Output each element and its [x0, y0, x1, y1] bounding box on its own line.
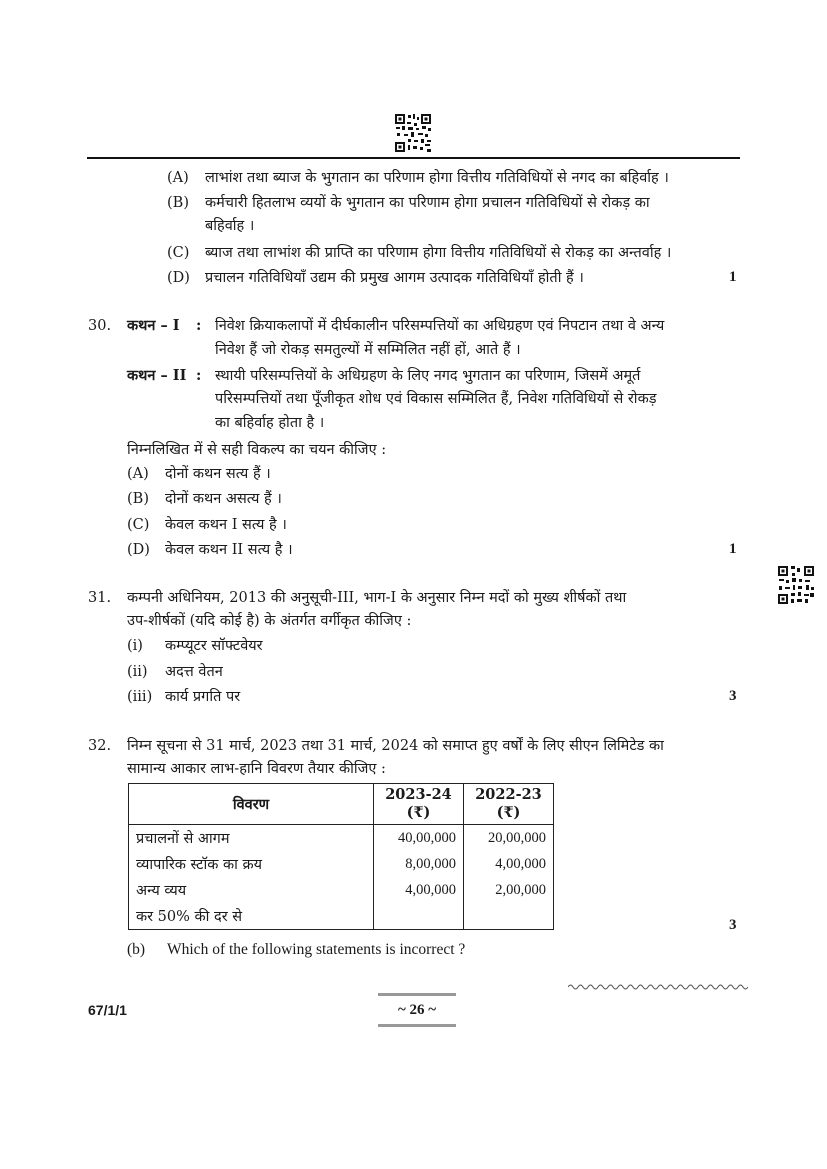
question-text: कम्पनी अधिनियम, 2013 की अनुसूची-III, भाग-I के अनुसार निम्न मदों को मुख्य शीर्षकों तथा — [127, 590, 627, 606]
qr-code-top — [394, 113, 432, 153]
option-text: दोनों कथन सत्य हैं । — [165, 466, 271, 482]
q32-marks: 3 — [729, 917, 737, 933]
option-label: (D) — [167, 270, 190, 286]
table-cell: 2,00,000 — [464, 877, 554, 903]
table-cell — [374, 903, 464, 930]
item-label: (i) — [127, 638, 143, 654]
table-cell: व्यापारिक स्टॉक का क्रय — [129, 851, 374, 877]
q30-option-d — [127, 539, 293, 561]
statement-2-colon: : — [196, 367, 202, 384]
table-row — [129, 851, 554, 877]
table-cell: 40,00,000 — [374, 825, 464, 852]
table-row — [129, 903, 554, 930]
question-text: निम्न सूचना से 31 मार्च, 2023 तथा 31 मार्च, 2024 को समाप्त हुए वर्षों के लिए सीएन लिमिटेड का — [127, 738, 664, 754]
question-number: 30. — [88, 318, 112, 334]
option-text: प्रचालन गतिविधियाँ उद्यम की प्रमुख आगम उत्पादक गतिविधियाँ होती हैं । — [205, 270, 584, 286]
table-header-year2: 2022-23 (₹) — [464, 784, 554, 825]
part-text: Which of the following statements is incorrect ? — [167, 941, 466, 958]
statement-2-text: का बहिर्वाह होता है । — [215, 415, 325, 431]
option-label: (C) — [167, 245, 190, 261]
option-text: दोनों कथन असत्य हैं । — [165, 491, 282, 507]
option-label: (D) — [127, 542, 150, 558]
q31-item-3 — [127, 686, 240, 708]
q30-option-a — [127, 463, 271, 485]
q31-item-1 — [127, 635, 263, 657]
option-label: (A) — [167, 170, 189, 186]
page-number-box — [378, 993, 456, 1027]
item-text: कार्य प्रगति पर — [165, 689, 241, 705]
table-cell: अन्य व्यय — [129, 877, 374, 903]
q30-option-c — [127, 514, 287, 536]
instruction: निम्नलिखित में से सही विकल्प का चयन कीजिए : — [127, 442, 387, 458]
question-text: उप-शीर्षकों (यदि कोई है) के अंतर्गत वर्गीकृत कीजिए : — [127, 613, 412, 629]
table-cell: प्रचालनों से आगम — [129, 825, 374, 852]
q30-option-b — [127, 488, 282, 510]
statement-1-colon: : — [196, 317, 202, 334]
item-label: (iii) — [127, 689, 153, 705]
option-text: ब्याज तथा लाभांश की प्राप्ति का परिणाम होगा वित्तीय गतिविधियों से रोकड़ का अन्तर्वाह । — [205, 245, 672, 261]
q30-marks: 1 — [729, 541, 737, 557]
option-label: (C) — [127, 517, 150, 533]
item-text: कम्प्यूटर सॉफ्टवेयर — [165, 638, 263, 654]
item-label: (ii) — [127, 664, 148, 680]
page-bar-bottom — [378, 1024, 456, 1027]
statement-1-text: निवेश क्रियाकलापों में दीर्घकालीन परिसम्पत्तियों का अधिग्रहण एवं निपटान तथा वे अन्य — [215, 318, 665, 334]
question-number: 32. — [88, 738, 112, 754]
option-label: (B) — [167, 195, 189, 211]
table-row — [129, 825, 554, 852]
table-cell: 4,00,000 — [464, 851, 554, 877]
option-text: केवल कथन II सत्य है । — [165, 542, 293, 558]
table-cell: 8,00,000 — [374, 851, 464, 877]
header-rule — [87, 157, 740, 159]
data-table — [128, 783, 554, 930]
table-header-year1: 2023-24 (₹) — [374, 784, 464, 825]
q31-item-2 — [127, 661, 223, 683]
q31-marks: 3 — [729, 688, 737, 704]
question-text: सामान्य आकार लाभ-हानि विवरण तैयार कीजिए : — [127, 761, 386, 777]
table-row — [129, 877, 554, 903]
q29-option-b — [167, 192, 650, 214]
q32-part-b — [127, 939, 465, 961]
table-header-row — [129, 784, 554, 825]
statement-2-text: स्थायी परिसम्पत्तियों के अधिग्रहण के लिए नगद भुगतान का परिणाम, जिसमें अमूर्त — [215, 368, 641, 384]
qr-code-side — [777, 565, 815, 605]
q29-option-d — [167, 267, 584, 289]
question-number: 31. — [88, 590, 112, 606]
table-cell: 20,00,000 — [464, 825, 554, 852]
q29-option-c — [167, 242, 671, 264]
table-cell: कर 50% की दर से — [129, 903, 374, 930]
option-text: लाभांश तथा ब्याज के भुगतान का परिणाम होगा वित्तीय गतिविधियों से नगद का बहिर्वाह । — [205, 170, 669, 186]
part-label: (b) — [127, 941, 146, 958]
statement-1-text: निवेश हैं जो रोकड़ समतुल्यों में सम्मिलित नहीं हों, आते हैं । — [215, 342, 521, 358]
statement-1-label: कथन – I — [127, 317, 180, 334]
option-text: केवल कथन I सत्य है । — [165, 517, 287, 533]
q29-option-a — [167, 167, 669, 189]
option-label: (B) — [127, 491, 149, 507]
table-header-particulars: विवरण — [129, 784, 374, 825]
table-cell — [464, 903, 554, 930]
statement-2-text: परिसम्पत्तियों तथा पूँजीकृत शोध एवं विकास सम्मिलित हैं, निवेश गतिविधियों से रोकड़ — [215, 391, 657, 407]
option-label: (A) — [127, 466, 149, 482]
page-number: ~ 26 ~ — [397, 1002, 437, 1018]
wavy-divider — [568, 982, 748, 992]
statement-2-label: कथन – II — [127, 367, 187, 384]
table-cell: 4,00,000 — [374, 877, 464, 903]
option-text: कर्मचारी हितलाभ व्ययों के भुगतान का परिणाम होगा प्रचालन गतिविधियों से रोकड़ का — [205, 195, 650, 211]
paper-code: 67/1/1 — [88, 1002, 127, 1018]
item-text: अदत्त वेतन — [165, 664, 223, 680]
page-bar-top — [378, 993, 456, 996]
q29-marks: 1 — [729, 269, 737, 285]
option-text-continued: बहिर्वाह । — [205, 218, 255, 234]
